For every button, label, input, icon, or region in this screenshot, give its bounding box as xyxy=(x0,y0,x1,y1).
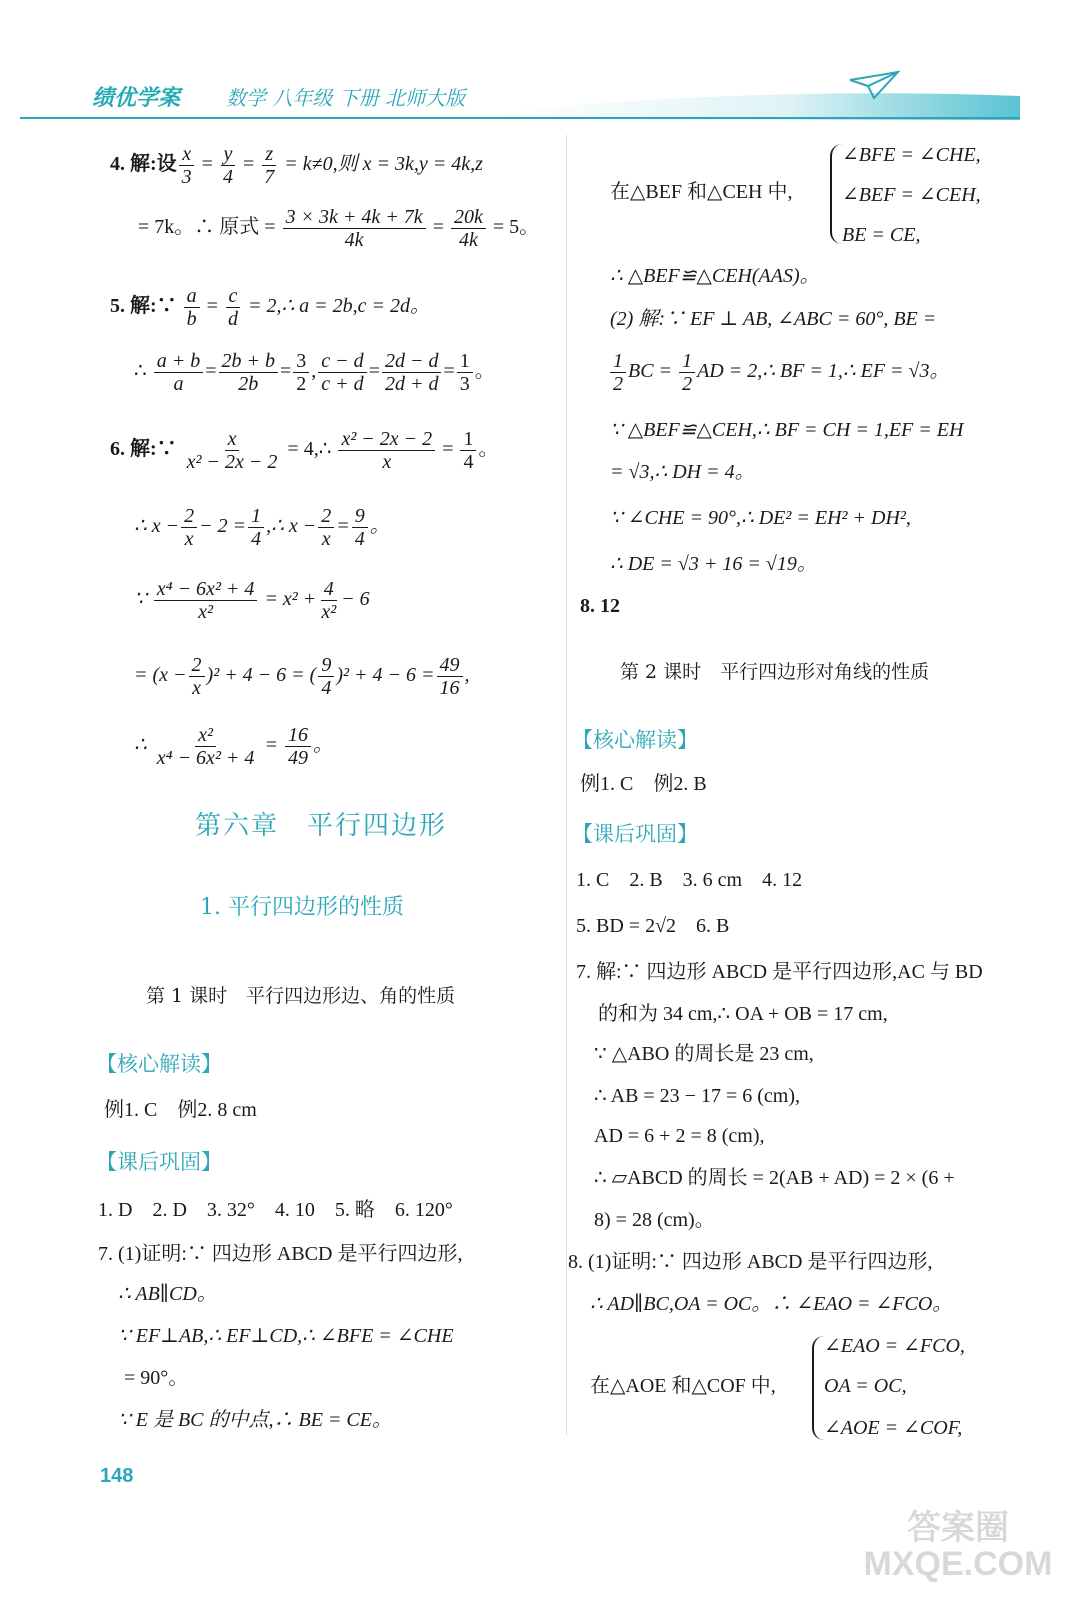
r4: $\frac{1}{2}$ BC = $\frac{1}{2}$ AD = 2,∴ BF = 1,∴ EF = √3。 xyxy=(608,350,950,395)
after-class-tag-2: 【课后巩固】 xyxy=(572,823,698,846)
r8: ∴ DE = √3 + 16 = √19。 xyxy=(610,553,817,575)
chapter-title: 第六章 平行四边形 xyxy=(195,810,448,840)
q7-line-5: ∵ E 是 BC 的中点,∴ BE = CE。 xyxy=(118,1409,392,1431)
problem-4-line-2: = 7k。∴ 原式 = $\frac{3 \times 3k + 4k + 7k}{4k}$ = $\frac{20k}{4k}$ = 5。 xyxy=(138,206,540,251)
r1-lead: 在△BEF 和△CEH 中, xyxy=(610,181,793,203)
section-title: 1. 平行四边形的性质 xyxy=(200,895,404,920)
lesson-2-answers-1: 1. C 2. B 3. 6 cm 4. 12 xyxy=(576,869,803,891)
core-reading-tag-2: 【核心解读】 xyxy=(572,729,698,752)
q8-lead: 在△AOE 和△COF 中, xyxy=(590,1375,776,1397)
lesson-1-title: 第 1 课时 平行四边形边、角的性质 xyxy=(146,985,456,1007)
r3: (2) 解:∵ EF ⊥ AB, ∠ABC = 60°, BE = xyxy=(610,308,937,330)
brace-2-line-1: ∠EAO = ∠FCO, xyxy=(824,1335,965,1357)
lesson-2-answers-2: 5. BD = 2√2 6. B xyxy=(576,915,730,937)
lesson-1-answers: 1. D 2. D 3. 32° 4. 10 5. 略 6. 120° xyxy=(98,1199,453,1221)
core-reading-tag: 【核心解读】 xyxy=(96,1053,222,1076)
brace-line-3: BE = CE, xyxy=(842,224,921,246)
watermark: 答案圈 MXQE.COM xyxy=(863,1509,1053,1583)
q7-line-3: ∵ EF⊥AB,∴ EF⊥CD,∴ ∠BFE = ∠CHE xyxy=(118,1325,454,1347)
q7-line-2: ∴ AB∥CD。 xyxy=(118,1283,217,1305)
fraction: $\frac{x}{3}$ xyxy=(179,143,195,188)
lesson-1-examples: 例1. C 例2. 8 cm xyxy=(104,1099,257,1121)
r9: 8. 12 xyxy=(580,595,620,617)
problem-6-line-5: ∴ $\frac{\text{x²}}{\text{x⁴ − 6x² + 4}}$ = $\frac{16}{49}$ 。 xyxy=(134,724,333,769)
q8-line-1: 8. (1)证明:∵ 四边形 ABCD 是平行四边形, xyxy=(568,1251,933,1273)
q7b-line-2: 的和为 34 cm,∴ OA + OB = 17 cm, xyxy=(598,1003,888,1025)
q7b-line-5: AD = 6 + 2 = 8 (cm), xyxy=(594,1125,765,1147)
fraction: $\frac{z}{7}$ xyxy=(264,143,275,188)
q7-line-1: 7. (1)证明:∵ 四边形 ABCD 是平行四边形, xyxy=(98,1243,463,1265)
after-class-tag: 【课后巩固】 xyxy=(96,1151,222,1174)
q7b-line-6: ∴ ▱ABCD 的周长 = 2(AB + AD) = 2 × (6 + xyxy=(594,1167,955,1189)
q7b-line-1: 7. 解:∵ 四边形 ABCD 是平行四边形,AC 与 BD xyxy=(576,961,983,983)
brace-line-2: ∠BEF = ∠CEH, xyxy=(842,184,981,206)
brace-2-line-2: OA = OC, xyxy=(824,1375,907,1397)
paper-plane-icon xyxy=(848,70,900,102)
q8-line-2: ∴ AD∥BC,OA = OC。∴ ∠EAO = ∠FCO。 xyxy=(590,1293,953,1315)
page-number: 148 xyxy=(100,1465,134,1487)
problem-6-line-1: 6. 解:∵ $\frac{x}{\text{x² − 2x − 2}}$ = 4,∴ $\frac{\text{x² − 2x − 2}}{x}$ = $\frac{1}{4}$ 。 xyxy=(110,428,499,473)
column-divider xyxy=(566,135,567,1435)
fraction: $\frac{y}{4}$ xyxy=(220,143,236,188)
r7: ∵ ∠CHE = 90°,∴ DE² = EH² + DH², xyxy=(610,507,911,529)
brace xyxy=(830,144,842,244)
q7-line-4: = 90°。 xyxy=(124,1367,189,1389)
q7b-line-7: 8) = 28 (cm)。 xyxy=(594,1209,715,1231)
q7b-line-4: ∴ AB = 23 − 17 = 6 (cm), xyxy=(594,1085,800,1107)
problem-5-line-2: ∴ $\frac{a + b}{a}$ = $\frac{2b + b}{2b}$ = $\frac{3}{2}$ , $\frac{c - d}{c + d}$ = $\frac{2d - d}{2d + d}$ = $\frac{1}{3}$ 。 xyxy=(134,350,495,395)
problem-5-line-1: 5. 解:∵ $\frac{a}{b}$ = $\frac{c}{d}$ = 2,∴ a = 2b,c = 2d。 xyxy=(110,285,431,330)
problem-4-lead: 4. 解:设 xyxy=(110,153,177,176)
problem-6-line-3: ∵ $\frac{\text{x⁴ − 6x² + 4}}{\text{x²}}$ = x² + $\frac{4}{\text{x²}}$ − 6 xyxy=(134,578,370,623)
brace-line-1: ∠BFE = ∠CHE, xyxy=(842,144,981,166)
problem-6-line-4: = (x − $\frac{2}{x}$ )² + 4 − 6 = ( $\frac{9}{4}$ )² + 4 − 6 = $\frac{49}{16}$ , xyxy=(134,654,470,699)
lesson-2-examples: 例1. C 例2. B xyxy=(580,773,707,795)
r6: = √3,∴ DH = 4。 xyxy=(610,461,755,483)
q7b-line-3: ∵ △ABO 的周长是 23 cm, xyxy=(594,1043,814,1065)
header-brand: 绩优学案 xyxy=(92,85,181,110)
brace-2 xyxy=(812,1336,824,1440)
lesson-2-title: 第 2 课时 平行四边形对角线的性质 xyxy=(620,661,930,683)
problem-6-line-2: ∴ x − $\frac{2}{x}$ − 2 = $\frac{1}{4}$ ,∴ x − $\frac{2}{x}$ = $\frac{9}{4}$ 。 xyxy=(134,505,390,550)
r5: ∵ △BEF≌△CEH,∴ BF = CH = 1,EF = EH xyxy=(610,419,964,441)
header-subtitle: 数学 八年级 下册 北师大版 xyxy=(226,86,466,110)
r2: ∴ △BEF≌△CEH(AAS)。 xyxy=(610,265,820,287)
brace-2-line-3: ∠AOE = ∠COF, xyxy=(824,1417,963,1439)
problem-4-line-1: 4. 解:设 $\frac{x}{3}$ = $\frac{y}{4}$ = $\frac{z}{7}$ = k≠0,则 x = 3k,y = 4k,z xyxy=(110,143,483,188)
